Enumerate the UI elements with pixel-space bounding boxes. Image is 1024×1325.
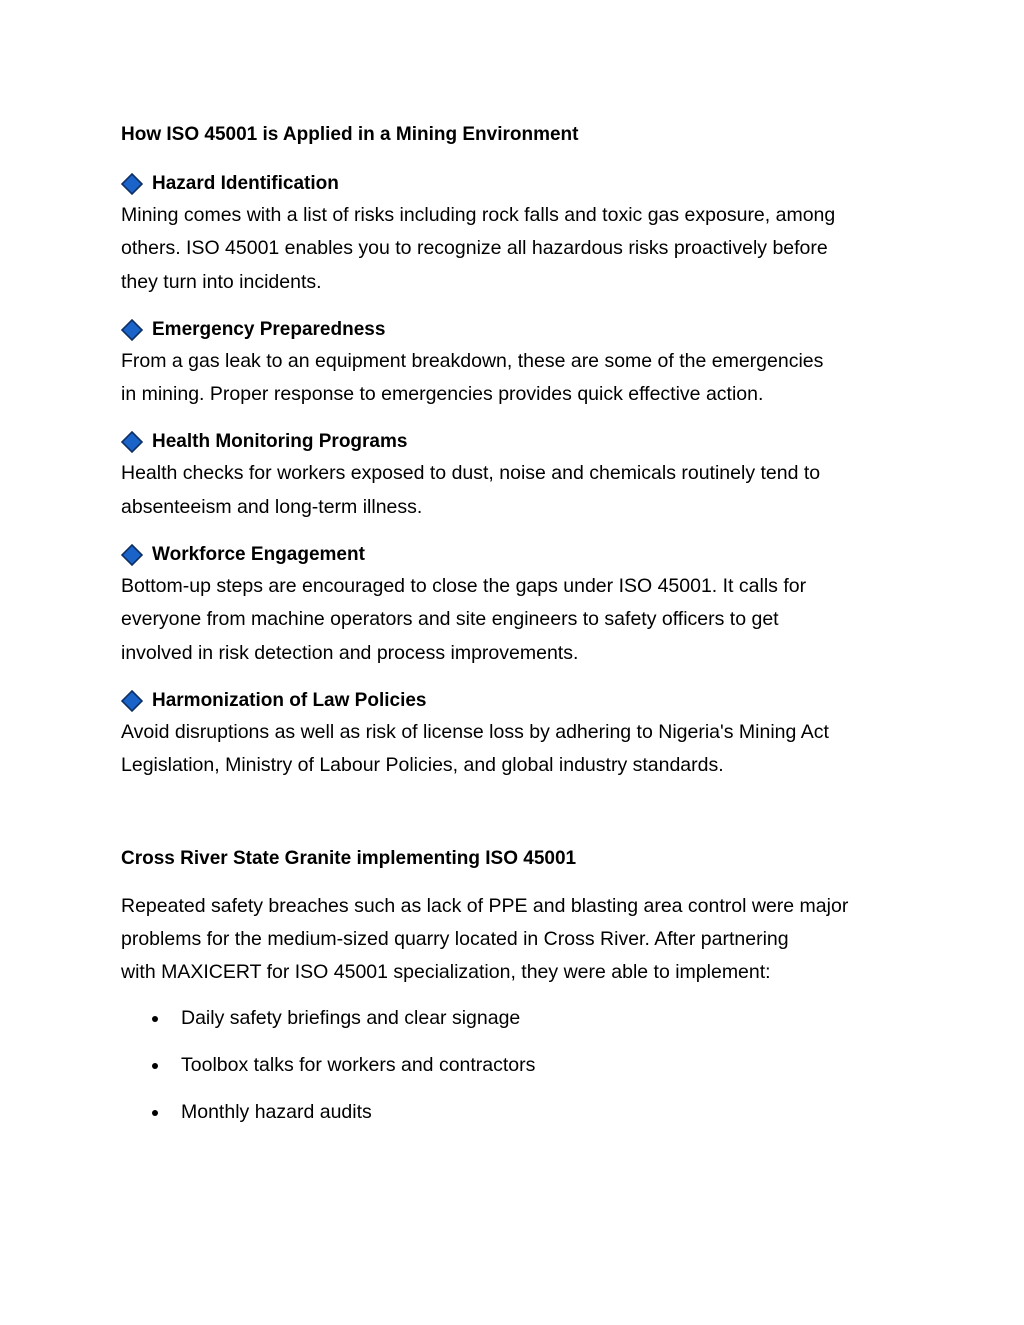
body-line: in mining. Proper response to emergencies provides quick effective action. — [121, 383, 764, 406]
section-title: Workforce Engagement — [152, 544, 365, 566]
body-line: Bottom-up steps are encouraged to close the gaps under ISO 45001. It calls for — [121, 575, 807, 598]
blue-diamond-icon — [121, 173, 143, 195]
list-item-text: Toolbox talks for workers and contractors — [181, 1054, 536, 1077]
body-line: everyone from machine operators and site engineers to safety officers to get — [121, 608, 779, 631]
body-line: problems for the medium-sized quarry located in Cross River. After partnering — [121, 927, 789, 950]
section-body — [121, 345, 911, 412]
section-body — [121, 716, 911, 783]
body-line: From a gas leak to an equipment breakdown, these are some of the emergencies — [121, 349, 824, 372]
section-health-monitoring-programs — [121, 427, 911, 524]
body-line: Health checks for workers exposed to dust, noise and chemicals routinely tend to — [121, 462, 821, 485]
blue-diamond-icon — [121, 544, 143, 566]
blue-diamond-icon — [121, 431, 143, 453]
section-body — [121, 457, 911, 524]
list-item — [121, 1003, 911, 1033]
list-item-text: Monthly hazard audits — [181, 1101, 372, 1124]
section-title: Hazard Identification — [152, 173, 339, 194]
section-body — [121, 199, 911, 299]
blue-diamond-icon — [121, 319, 143, 341]
section-title: Health Monitoring Programs — [152, 431, 408, 453]
section-emergency-preparedness — [121, 315, 911, 412]
body-line: others. ISO 45001 enables you to recognize all hazardous risks proactively before — [121, 237, 828, 260]
section-harmonization-of-law-policies — [121, 686, 911, 783]
list-item — [121, 1097, 911, 1127]
section-body — [121, 570, 911, 670]
body-line: Repeated safety breaches such as lack of PPE and blasting area control were major — [121, 894, 849, 917]
document-title: How ISO 45001 is Applied in a Mining Environment — [121, 124, 579, 145]
bullet-icon — [152, 1063, 158, 1069]
blue-diamond-icon — [121, 690, 143, 712]
body-line: absenteeism and long-term illness. — [121, 495, 423, 518]
case-study-title: Cross River State Granite implementing ISO 45001 — [121, 847, 577, 869]
implementation-list — [121, 1003, 911, 1127]
body-line: Mining comes with a list of risks including rock falls and toxic gas exposure, among — [121, 204, 836, 226]
section-title: Harmonization of Law Policies — [152, 689, 427, 711]
body-line: Legislation, Ministry of Labour Policies, and global industry standards. — [121, 754, 724, 777]
section-title: Emergency Preparedness — [152, 318, 386, 340]
body-line: Avoid disruptions as well as risk of license loss by adhering to Nigeria's Mining Act — [121, 720, 829, 743]
section-workforce-engagement — [121, 540, 911, 670]
section-hazard-identification — [121, 169, 911, 299]
list-item — [121, 1050, 911, 1080]
bullet-icon — [152, 1110, 158, 1116]
document-page — [121, 120, 911, 1127]
list-item-text: Daily safety briefings and clear signage — [181, 1007, 521, 1030]
bullet-icon — [152, 1016, 158, 1022]
body-line: involved in risk detection and process improvements. — [121, 641, 579, 664]
body-line: they turn into incidents. — [121, 270, 322, 293]
case-study-paragraph — [121, 890, 911, 990]
body-line: with MAXICERT for ISO 45001 specialization, they were able to implement: — [121, 961, 771, 984]
